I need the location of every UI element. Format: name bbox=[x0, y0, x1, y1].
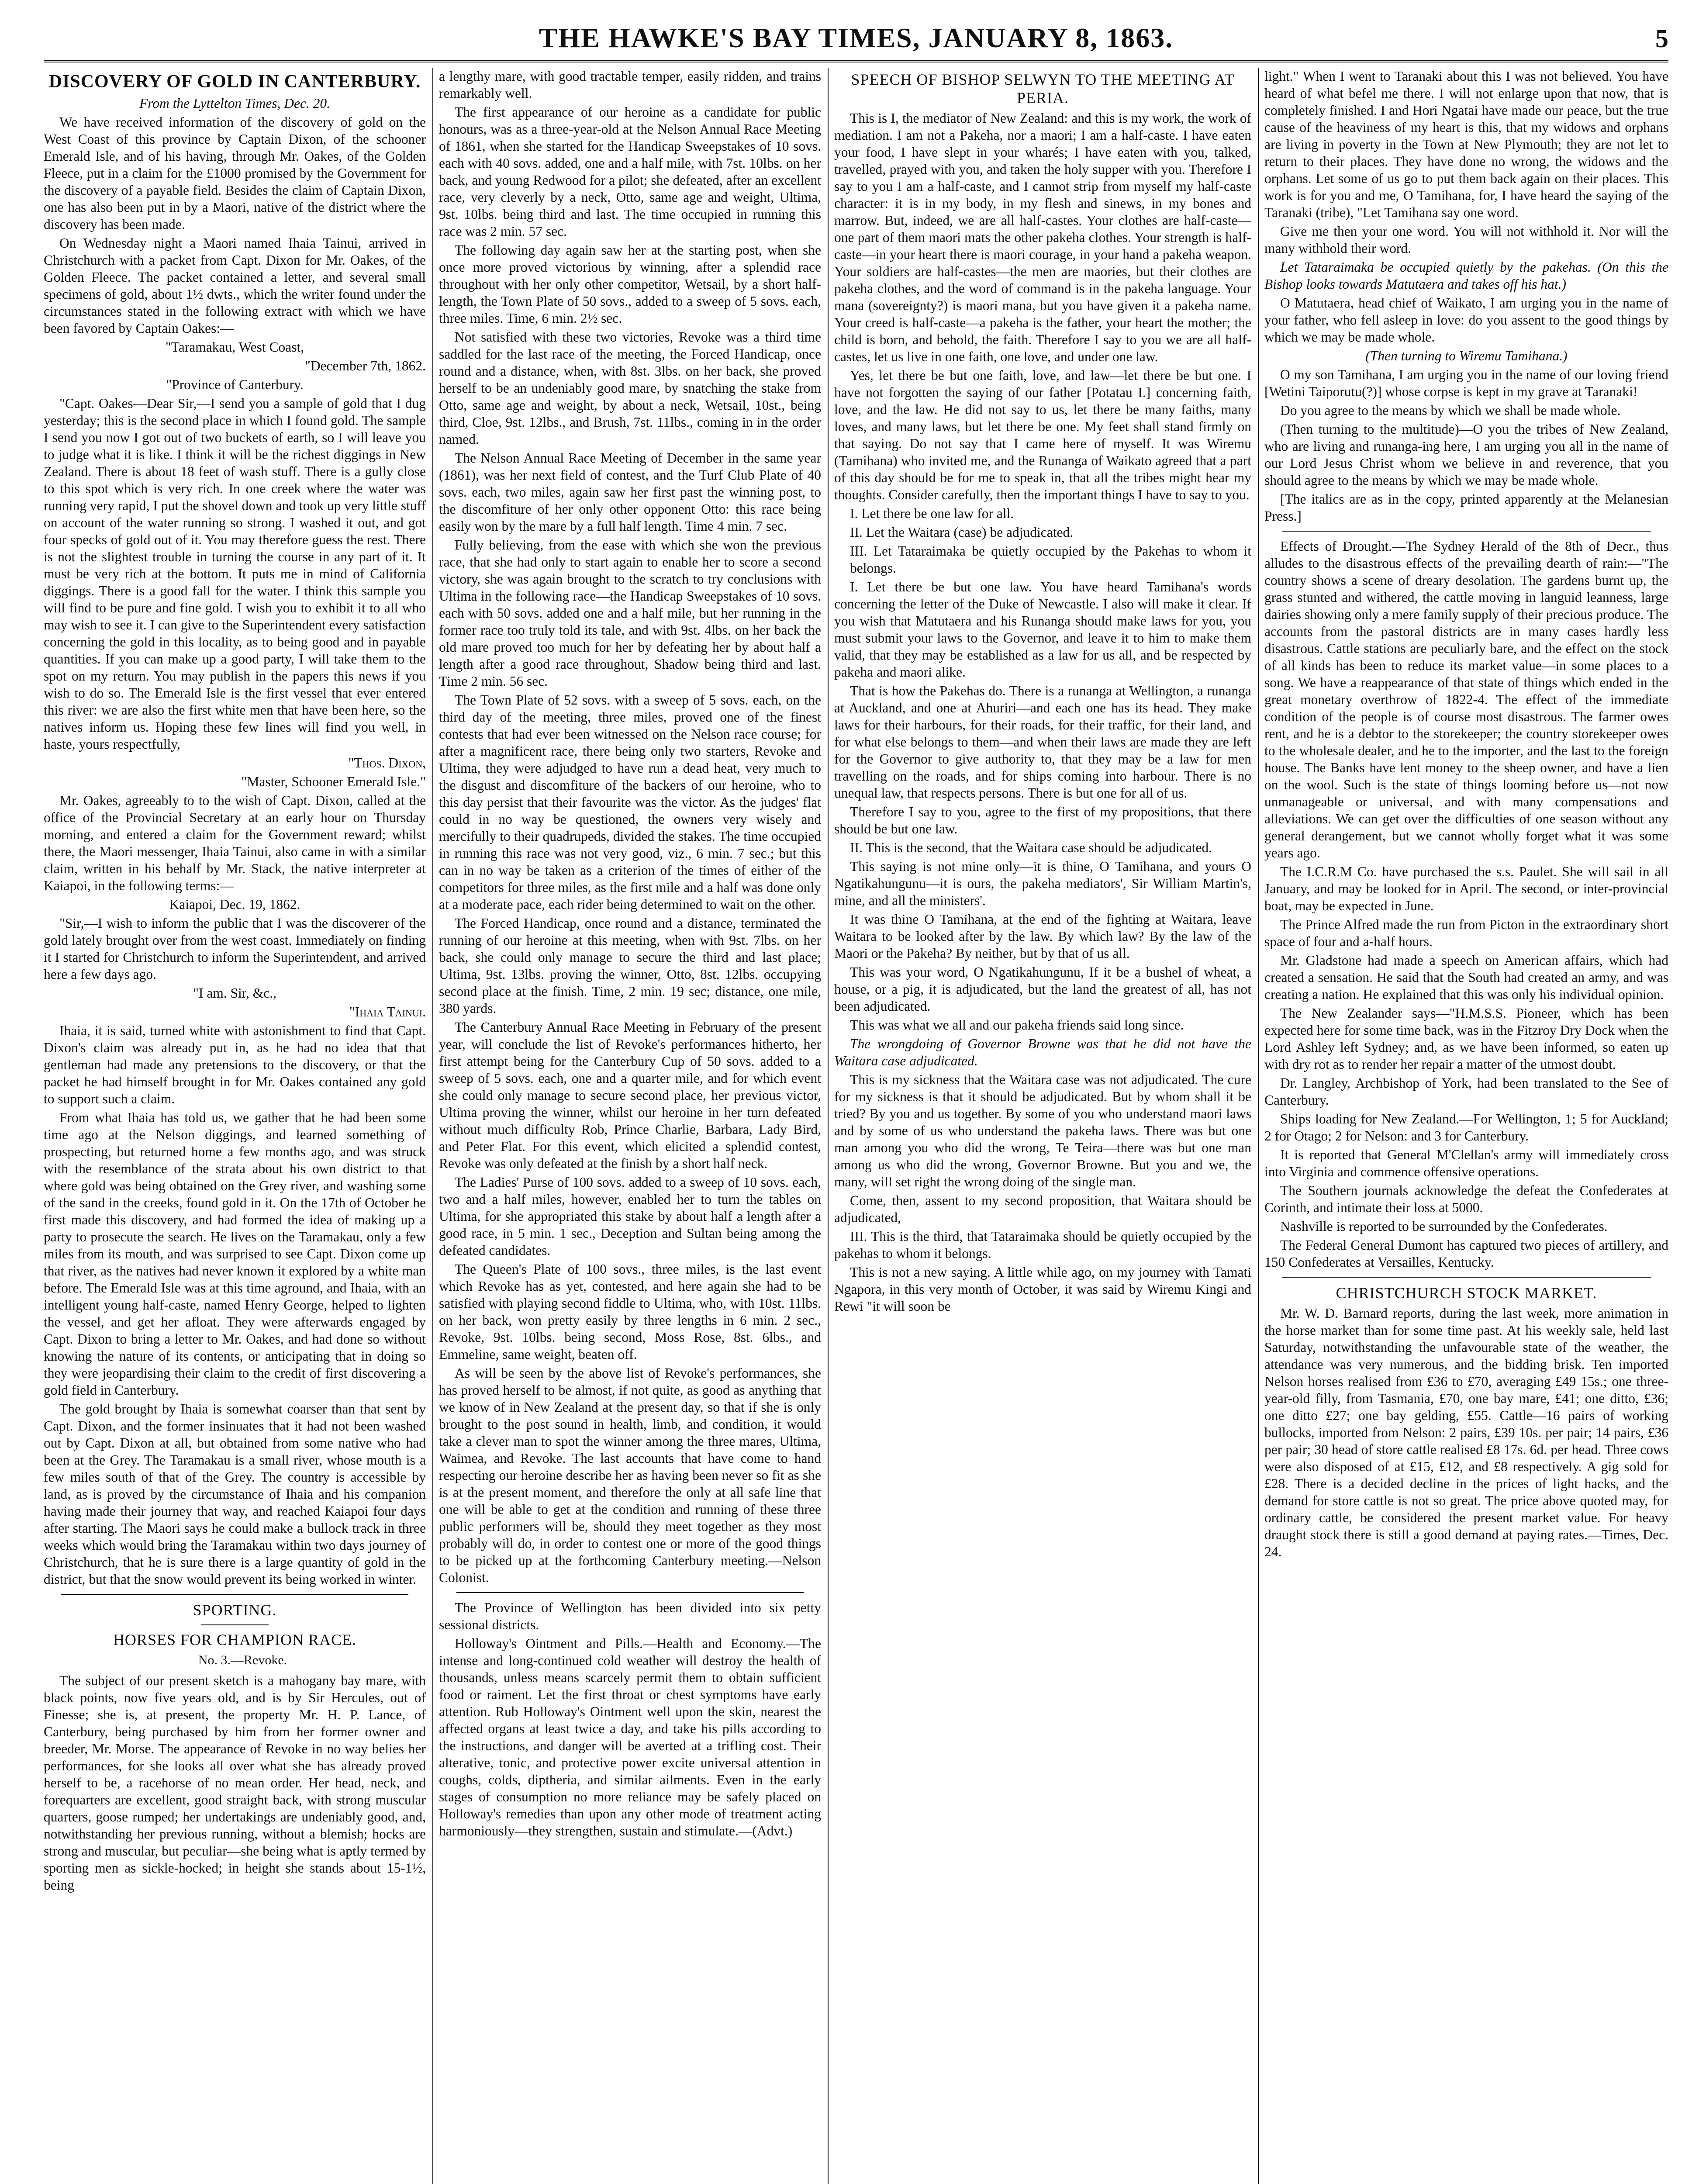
news-item: The Province of Wellington has been divided into six petty sessional districts. bbox=[439, 1600, 821, 1632]
paragraph: That is how the Pakehas do. There is a runanga at Wellington, a runanga at Auckland, and one at Ahuriri—and each one has its head. They make laws for their harbours, for their roads, for their traffic, for their land, and for what else belongs to them—and when their laws are made they are left for the Governor to give authority to, that they may be a law for men travelling on the roads, and for ships coming into harbour. There is no unequal law, that respects persons. There is but one for all of us. bbox=[834, 683, 1251, 801]
paragraph: This was what we all and our pakeha friends said long since. bbox=[850, 1017, 1184, 1033]
paragraph: The subject of our present sketch is a mahogany bay mare, with black points, now five years old, and is by Sir Hercules, out of Finesse; she is, at present, the property Mr. H. P. Lance, of Canterbury, being purchased by him from her former owner and breeder, Mr. Morse. The appearance of Revoke in no way belies her performances, for she looks all over what she has already proved herself to be, a racehorse of no mean order. Her head, neck, and forequarters are excellent, good straight back, with strong muscular quarters, goose rumped; her undertakings are undeniably good, and, notwithstanding her previous running, without a blemish; hocks are strong and muscular, but peculiar—she being what is aptly termed by sporting men as sickle-hocked; in height she stands about 15-1½, being bbox=[44, 1673, 426, 1893]
section-heading-sporting: SPORTING. bbox=[193, 1601, 277, 1619]
paragraph: Give me then your one word. You will not withhold it. Nor will the many withhold their word. bbox=[1264, 224, 1668, 256]
news-item: Nashville is reported to be surrounded by the Confederates. bbox=[1280, 1219, 1608, 1234]
paragraph: III. This is the third, that Tataraimaka should be quietly occupied by the pakehas to whom it belongs. bbox=[834, 1229, 1251, 1261]
news-item: The New Zealander says—"H.M.S.S. Pioneer, which has been expected here for some time back, was in the Fitzroy Dry Dock when the Lord Ashley left Sydney; and, as we have been informed, so eaten up with dry rot as to render her repair a matter of the utmost doubt. bbox=[1264, 1006, 1668, 1072]
section-divider bbox=[1282, 1277, 1651, 1278]
letter-signature-title: "Master, Schooner Emerald Isle." bbox=[241, 774, 426, 789]
paragraph: light." When I went to Taranaki about this I was not believed. You have heard of what befel me there. I will not enlarge upon that now, that is completely finished. I and Hori Ngatai have made our peace, but the true cause of the heaviness of my heart is this, that my widows and orphans are living in poverty in the Town at New Plymouth; they are not let to return to their places. They have done no wrong, the widows and the orphans. Let some of us go to put them back again on their places. This work is for you and me, O Tamihana, for, I have heard the saying of the Taranaki (tribe), "Let Tamihana say one word. bbox=[1264, 69, 1668, 220]
paragraph: As will be seen by the above list of Revoke's performances, she has proved herself to be almost, if not quite, as good as anything that we know of in New Zealand at the present day, so that if she is only brought to the post sound in health, limb, and condition, it would take a clever man to spot the winner among the three mares, Ultima, Waimea, and Revoke. The last accounts that have come to hand respecting our heroine describe her as having been never so fit as she is at the present moment, and therefore the only at all safe line that one will be able to get at the condition and running of these three public performers will be, should they meet together as they most probably will do, in order to contest one or more of the good things to be picked up at the forthcoming Canterbury meeting.—Nelson Colonist. bbox=[439, 1365, 821, 1585]
section-divider bbox=[61, 1594, 408, 1595]
column-rule bbox=[1258, 68, 1259, 2184]
news-item: Dr. Langley, Archbishop of York, had been translated to the See of Canterbury. bbox=[1264, 1075, 1668, 1108]
paragraph: Mr. W. D. Barnard reports, during the last week, more animation in the horse market than for some time past. At his weekly sale, held last Saturday, notwithstanding the unfavourable state of the weather, the attendance was very numerous, and the bidding brisk. Ten imported Nelson horses realised from £36 to £70, averaging £49 15s.; one three-year-old filly, from Tasmania, £70, one bay mare, £41; one ditto, £36; one ditto £27; one bay gelding, £55. Cattle—16 pairs of working bullocks, imported from Nelson: 2 pairs, £39 10s. per pair; 14 pairs, £36 per pair; 30 head of store cattle realised £8 17s. 6d. per head. Three cows were also disposed of at £15, £12, and £8 respectively. A gig sold for £28. There is a decided decline in the prices of light hacks, and the demand for store cattle is not so great. The price above quoted may, for ordinary cattle, be considered the present market value. For heavy draught stock there is still a good demand at paying rates.—Times, Dec. 24. bbox=[1264, 1306, 1668, 1559]
newspaper-title: THE HAWKE'S BAY TIMES, JANUARY 8, 1863. bbox=[539, 22, 1174, 53]
article-source: From the Lyttelton Times, Dec. 20. bbox=[139, 96, 331, 111]
news-item: The Federal General Dumont has captured two pieces of artillery, and 150 Confederates at Versailles, Kentucky. bbox=[1264, 1237, 1668, 1270]
paragraph: This saying is not mine only—it is thine, O Tamihana, and yours O Ngatikahungunu—it is ours, the pakeha mediators', Sir William Martin's, mine, and all the ministers'. bbox=[834, 859, 1251, 908]
paragraph: The gold brought by Ihaia is somewhat coarser than that sent by Capt. Dixon, and the former insinuates that it had not been washed out by Capt. Dixon at all, but obtained from some native who had been at the Grey. The Taramakau is a small river, whose mouth is a few miles south of that of the Grey. The country is accessible by land, as is proved by the circumstance of Ihaia and his companion having made their journey that way, and reached Kaiapoi four days after starting. The Maori says he could make a bullock track in three weeks which would bring the Taramakau within two days journey of Christchurch, that he is sure there is a large quantity of gold in the district, but that the snow would prevent its being worked in winter. bbox=[44, 1401, 426, 1587]
paragraph: Mr. Oakes, agreeably to to the wish of Capt. Dixon, called at the office of the Provincial Secretary at an early hour on Thursday morning, and entered a claim for the Government reward; whilst there, the Maori messenger, Ihaia Tainui, also came in with a similar claim, written in his behalf by Mr. Stack, the native interpreter at Kaiapoi, in the following terms:— bbox=[44, 793, 426, 893]
letter-province: "Province of Canterbury. bbox=[166, 377, 304, 392]
column-1 bbox=[44, 68, 426, 2184]
section-divider bbox=[201, 1624, 269, 1625]
paragraph: Ihaia, it is said, turned white with astonishment to find that Capt. Dixon's claim was already put in, as he had no idea that that gentleman had made any pretensions to the discovery, or that the packet he had himself brought in for Mr. Oakes contained any gold to support such a claim. bbox=[44, 1023, 426, 1106]
paragraph: The first appearance of our heroine as a candidate for public honours, was as a three-year-old at the Nelson Annual Race Meeting of 1861, when she started for the Handicap Sweepstakes of 10 sovs. each with 40 sovs. added, one and a half mile, with 7st. 10lbs. on her back, and young Redwood for a pilot; she defeated, after an excellent race, very cleverly by a neck, Otto, same age and weight, Ultima, 9st. 10lbs. being third and last. The time occupied in running this race was 2 min. 57 sec. bbox=[439, 104, 821, 239]
proposition: II. Let the Waitara (case) be adjudicated. bbox=[850, 525, 1074, 540]
page-number: 5 bbox=[1655, 24, 1668, 53]
advertisement: Holloway's Ointment and Pills.—Health and Economy.—The intense and long-continued cold weather will destroy the health of thousands, unless means scarcely permit them to obtain sufficient food or raiment. Let the first throat or chest symptoms have early attention. Rub Holloway's Ointment well upon the skin, nearest the affected organs at least twice a day, and take his pills according to the instructions, and danger will be averted at a trifling cost. Their alterative, tonic, and protective power excite universal attention in coughs, colds, diptheria, and similar ailments. Even in the early stages of consumption no more reliance may be safely placed on Holloway's remedies than upon any other mode of treatment acting harmoniously—they strengthen, sustain and stimulate.—(Advt.) bbox=[439, 1636, 821, 1838]
news-item: It is reported that General M'Clellan's army will immediately cross into Virginia and commence offensive operations. bbox=[1264, 1147, 1668, 1179]
news-item: The Prince Alfred made the run from Picton in the extraordinary short space of four and a-half hours. bbox=[1264, 917, 1668, 949]
letter-date: Kaiapoi, Dec. 19, 1862. bbox=[169, 897, 300, 912]
news-item: Effects of Drought.—The Sydney Herald of the 8th of Decr., thus alludes to the disastrous effects of the prevailing dearth of rain:—"The country shows a scene of dreary desolation. The gardens burnt up, the grass stunted and withered, the cattle moving in languid leanness, large dairies showing only a mere family supply of their precious produce. The accounts from the pastoral districts are in many cases hardly less disastrous. Cattle stations are peculiarly bare, and the effect on the stock of all kinds has been to reduce its market value—in some places to a song. We have a reappearance of that state of things which ended in the great monetary overthrow of 1822-4. The effect of the immediate condition of the people is of course most disastrous. The farmer owes rent, and he is a debtor to the storekeeper; the country storekeeper owes to the wholesale dealer, and he to the importer, and the last to the foreign house. The Banks have lent money to the sheep owner, and have a lien on the wool. Such is the state of things looming before us—not now unmanageable or universal, and with many compensations and alleviations. We can get over the difficulties of one season without any general derangement, but we cannot wholly forget what it was some years ago. bbox=[1264, 539, 1668, 860]
paragraph: The Forced Handicap, once round and a distance, terminated the running of our heroine at this meeting, when with 9st. 7lbs. on her back, she could only manage to secure the third and last place; Ultima, 9st. 13lbs. proving the winner, Otto, 8st. 12lbs. occupying second place at the finish. Time, 2 min. 19 sec; distance, one mile, 380 yards. bbox=[439, 916, 821, 1016]
paragraph: On Wednesday night a Maori named Ihaia Tainui, arrived in Christchurch with a packet from Capt. Dixon for Mr. Oakes, of the Golden Fleece. The packet contained a letter, and several small specimens of gold, about 1½ dwts., which the writer found under the circumstances stated in the following extract with which we have been favored by Captain Oakes:— bbox=[44, 235, 426, 336]
letter-signature: "Ihaia Tainui. bbox=[349, 1004, 426, 1019]
letter-closing: "I am. Sir, &c., bbox=[193, 985, 276, 1001]
letter-signature: "Thos. Dixon, bbox=[348, 755, 426, 771]
paragraph: O Matutaera, head chief of Waikato, I am urging you in the name of your father, who fell asleep in love: do you assent to the good things by which we may be made whole. bbox=[1264, 295, 1668, 345]
paragraph: The Canterbury Annual Race Meeting in February of the present year, will conclude the list of Revoke's performances hitherto, her first attempt being for the Canterbury Cup of 50 sovs. added to a sweep of 5 sovs. each, one and a quarter mile, and for which event she could only manage to secure second place, her previous victor, Ultima proving the winner, whilst our heroine in her turn defeated without much difficulty Rob, Prince Charlie, Barbara, Lady Bird, and Peter Flat. For this event, which elicited a splendid contest, Revoke was only defeated at the finish by a short half neck. bbox=[439, 1019, 821, 1171]
news-item: The I.C.R.M Co. have purchased the s.s. Paulet. She will sail in all January, and may be looked for in April. The second, or inter-provincial boat, may be expected in June. bbox=[1264, 864, 1668, 913]
paragraph: The Queen's Plate of 100 sovs., three miles, is the last event which Revoke has as yet, contested, and here again she had to be satisfied with playing second fiddle to Ultima, who, with 10st. 11lbs. on her back, won pretty easily by three lengths in 6 min. 2 sec., Revoke, 9st. 10lbs. being second, Moss Rose, 8st. 6lbs., and Emmeline, same weight, beaten off. bbox=[439, 1261, 821, 1362]
paragraph: We have received information of the discovery of gold on the West Coast of this province by Captain Dixon, of the schooner Emerald Isle, and of his having, through Mr. Oakes, of the Golden Fleece, put in a claim for the £1000 promised by the Government for the discovery of a payable field. Besides the claim of Captain Dixon, one has also been put in by a Maori, native of the district where the discovery has been made. bbox=[44, 114, 426, 232]
article-subheading: No. 3.—Revoke. bbox=[198, 1653, 287, 1667]
letter-body: "Sir,—I wish to inform the public that I was the discoverer of the gold lately brought over from the west coast. Immediately on finding it I started for Christchurch to inform the Superintendent, and arrived here a few days ago. bbox=[44, 916, 426, 982]
column-rule bbox=[828, 68, 829, 2184]
news-item: Mr. Gladstone had made a speech on American affairs, which had created a sensation. He said that the South had created an army, and was creating a nation. He explained that this was only his individual opinion. bbox=[1264, 953, 1668, 1002]
masthead bbox=[44, 17, 1668, 61]
article-heading-horses: HORSES FOR CHAMPION RACE. bbox=[113, 1631, 357, 1648]
proposition: I. Let there be one law for all. bbox=[850, 506, 1014, 521]
paragraph: The following day again saw her at the starting post, when she once more proved victorious by winning, after a splendid race throughout with her only other competitor, Wetsail, by a short half-length, the Town Plate of 50 sovs., added to a sweep of 5 sovs. each, three miles. Time, 6 min. 2½ sec. bbox=[439, 242, 821, 326]
news-item: The Southern journals acknowledge the defeat the Confederates at Corinth, and intimate their loss at 5000. bbox=[1264, 1183, 1668, 1215]
section-divider bbox=[456, 1592, 804, 1593]
paragraph: This is I, the mediator of New Zealand: and this is my work, the work of mediation. I am not a Pakeha, nor a maori; I am a half-caste. I have eaten your food, I have slept in your wharés; I have eaten with you, talked, travelled, prayed with you, and taken the holy supper with you. Therefore I say to you I am a half-caste, and I cannot strip from myself my half-caste character: it is in my body, in my flesh and sinews, in my bones and marrow. But, indeed, we are all half-castes. Your clothes are half-caste—one part of them maori mats the other pakeha clothes. Your strength is half-caste—in your heart there is maori courage, in your hand a pakeha weapon. Your soldiers are half-castes—the men are maories, but their clothes are pakeha clothes, and the word of command is in the pakeha language. Your mana (sovereignty?) is maori mana, but you have given it a pakeha name. Your creed is half-caste—a pakeha is the father, your heart the mother; the child is born, and behold, the faith. Therefore I say to you we are all half-castes, let us live in one faith, one love, and under one law. bbox=[834, 111, 1251, 364]
masthead-rule bbox=[44, 60, 1668, 62]
article-heading-gold: DISCOVERY OF GOLD IN CANTERBURY. bbox=[48, 72, 421, 92]
paragraph: II. This is the second, that the Waitara case should be adjudicated. bbox=[850, 840, 1212, 855]
paragraph: Come, then, assent to my second proposition, that Waitara should be adjudicated, bbox=[834, 1193, 1251, 1225]
paragraph: Not satisfied with these two victories, Revoke was a third time saddled for the last race of the meeting, the Forced Handicap, once round and a distance, when, with 8st. 3lbs. on her back, she proved herself to be an undeniably good mare, by snatching the stake from Otto, same age and weight, by about a neck, Wetsail, 10st., being third, Cloe, 9st. 12lbs., and Brush, 7st. 11lbs., coming in in the order named. bbox=[439, 329, 821, 447]
paragraph: This is my sickness that the Waitara case was not adjudicated. The cure for my sickness is that it should be adjudicated. But by whom shall it be tried? By you and us together. By some of you who understand maori laws and by some of us who understand the pakeha laws. There was but one man among you who did the wrong, Te Teira—there was but one man among us who did the wrong, Governor Browne. But you and we, the many, will set right the wrong doing of the single man. bbox=[834, 1072, 1251, 1189]
paragraph: The wrongdoing of Governor Browne was that he did not have the Waitara case adjudicated. bbox=[834, 1036, 1251, 1068]
letter-body: "Capt. Oakes—Dear Sir,—I send you a sample of gold that I dug yesterday; this is the second place in which I found gold. The sample I send you now I got out of two buckets of earth, so I will leave you to judge what it is like. I think it will be the richest diggings in New Zealand. There is about 18 feet of wash stuff. There is a gully close to this spot which is very rich. In one creek where the water was running very rapid, I put the shovel down and took up very little stuff on account of the water running so strong. I washed it out, and got four specks of gold out of it. You may therefore guess the rest. There is not the slightest trouble in turning the course in any part of it. It must be very rich at the bottom. It puts me in mind of California diggings. There is a good fall for the water. I think this sample you will find to be pure and fine gold. I wish you to exhibit it to all who may wish to see it. I can give to the Superintendent every satisfaction concerning the gold in this locality, as to being good and in payable quantities. If you can make up a good party, I will take them to the spot on my return. You may publish in the papers this news if you wish to do so. The Emerald Isle is the first vessel that ever entered this river: we are also the first white men that have been here, so the natives inform us. Hoping these few lines will find you well, in haste, yours respectfully, bbox=[44, 396, 426, 752]
letter-date: "December 7th, 1862. bbox=[304, 358, 426, 373]
paragraph: Let Tataraimaka be occupied quietly by the pakehas. (On this the Bishop looks towards Matutaera and takes off his hat.) bbox=[1264, 259, 1668, 292]
paragraph: a lengthy mare, with good tractable temper, easily ridden, and trains remarkably well. bbox=[439, 69, 821, 101]
stage-direction: (Then turning to Wiremu Tamihana.) bbox=[1365, 348, 1568, 363]
article-heading-speech: SPEECH OF BISHOP SELWYN TO THE MEETING AT PERIA. bbox=[851, 71, 1235, 107]
paragraph: The Ladies' Purse of 100 sovs. added to a sweep of 10 sovs. each, two and a half miles, however, enabled her to turn the tables on Ultima, for she appropriated this stake by about half a length after a good race, in 5 min. 1 sec., Deception and Sultan being among the defeated candidates. bbox=[439, 1175, 821, 1258]
paragraph: This is not a new saying. A little while ago, on my journey with Tamati Ngapora, in this very month of October, it was said by Wiremu Kingi and Rewi "it will soon be bbox=[834, 1265, 1251, 1314]
paragraph: From what Ihaia has told us, we gather that he had been some time ago at the Nelson diggings, and learned something of prospecting, but returned home a few months ago, and was struck with the resemblance of the strata about his own district to that where gold was being obtained on the Grey river, and washing some of the sand in the creeks, found gold in it. On the 17th of October he first made this discovery, and had formed the idea of making up a party to prosecute the search. He lives on the Taramakau, only a few miles from its mouth, and was surprised to see Capt. Dixon come up that river, as the natives had never known it explored by a white man before. The Emerald Isle was at this time aground, and Ihaia, with an intelligent young half-caste, named Henry George, helped to lighten the vessel, and get her afloat. They were afterwards engaged by Capt. Dixon to bring a letter to Mr. Oakes, and had done so without knowing the nature of its contents, or anticipating that in doing so they were jeopardising their claim to the credit of first discovering a gold field in Canterbury. bbox=[44, 1110, 426, 1398]
news-item: Ships loading for New Zealand.—For Wellington, 1; 5 for Auckland; 2 for Otago; 2 for Nelson: and 3 for Canterbury. bbox=[1264, 1111, 1668, 1144]
article-heading-stock-market: CHRISTCHURCH STOCK MARKET. bbox=[1336, 1284, 1597, 1302]
proposition: III. Let Tataraimaka be quietly occupied by the Pakehas to whom it belongs. bbox=[850, 543, 1251, 576]
paragraph: The Nelson Annual Race Meeting of December in the same year (1861), was her next field of contest, and the Turf Club Plate of 40 sovs. each, two miles, again saw her first past the winning post, to the discomfiture of her only other opponent Otto: this race being easily won by the mare by a full half length. Time 4 min. 7 sec. bbox=[439, 450, 821, 534]
paragraph: This was your word, O Ngatikahungunu, If it be a bushel of wheat, a house, or a pig, it is adjudicated, but the land the greatest of all, has not been adjudicated. bbox=[834, 964, 1251, 1014]
paragraph: O my son Tamihana, I am urging you in the name of our loving friend [Wetini Taiporutu(?)] whose corpse is kept in my grave at Taranaki! bbox=[1264, 367, 1668, 399]
paragraph: Yes, let there be but one faith, love, and law—let there be but one. I have not forgotten the saying of our father [Potatau I.] concerning faith, love, and the law. He did not say to us, let there be many faiths, many loves, and many laws, but let there be one. My feet shall stand firmly on that saying. Do not say that I came here of myself. It was Wiremu (Tamihana) who invited me, and the Runanga of Waikato agreed that a part of this day should be for me to speak in, that all the tribes might hear my thoughts. Consider carefully, then the important things I have to say to you. bbox=[834, 368, 1251, 502]
column-rule bbox=[432, 68, 433, 2184]
paragraph: It was thine O Tamihana, at the end of the fighting at Waitara, leave Waitara to be looked after by the law. By which law? By the law of the Maori or the Pakeha? By neither, but by that of us all. bbox=[834, 912, 1251, 961]
editor-note: [The italics are as in the copy, printed apparently at the Melanesian Press.] bbox=[1264, 491, 1668, 524]
paragraph: Therefore I say to you, agree to the first of my propositions, that there should be but one law. bbox=[834, 804, 1251, 836]
paragraph: (Then turning to the multitude)—O you the tribes of New Zealand, who are living and runanga-ing here, I am urging you all in the name of our Lord Jesus Christ whom we believe in and reverence, that you should agree to the means by which we may be made whole. bbox=[1264, 422, 1668, 488]
column-2 bbox=[439, 68, 821, 2184]
paragraph: Fully believing, from the ease with which she won the previous race, that she had only to start again to enable her to score a second victory, she was again brought to the scratch to try conclusions with Ultima in the following race—the Handicap Sweepstakes of 10 sovs. each with 50 sovs. added one and a half mile, but her running in the former race too truly told its tale, and with 9st. 4lbs. on her back the old mare proved too much for her by defeating her by about half a length after a good race throughout, Shadow being third and last. Time 2 min. 56 sec. bbox=[439, 537, 821, 689]
paragraph: Do you agree to the means by which we shall be made whole. bbox=[1280, 403, 1621, 418]
letter-address: "Taramakau, West Coast, bbox=[165, 339, 304, 355]
paragraph: The Town Plate of 52 sovs. with a sweep of 5 sovs. each, on the third day of the meeting, three miles, proved one of the finest contests that had ever been witnessed on the Nelson race course; for after a magnificent race, there being only two starters, Revoke and Ultima, they were adjudged to have run a dead heat, very much to the disgust and discomfiture of the backers of our heroine, who to this day persist that their favourite was the victor. As the judges' flat could in no way be questioned, the owners very wisely and mercifully to their quadrupeds, divided the stakes. The time occupied in running this race was not very good, viz., 6 min. 7 sec.; but this can in no way be taken as a criterion of the times of either of the competitors for three miles, as the first mile and a half was done only at a moderate pace, each rider being determined to wait on the other. bbox=[439, 692, 821, 912]
column-4 bbox=[1264, 68, 1668, 2184]
column-3 bbox=[834, 68, 1251, 2184]
section-divider bbox=[1282, 531, 1651, 532]
paragraph: I. Let there be but one law. You have heard Tamihana's words concerning the letter of the Duke of Newcastle. I also will make it clear. If you wish that Matutaera and his Runanga should make laws for you, you must submit your laws to the Governor, and leave it to him to make them valid, that they may be established as a law for us all, and be respected by pakeha and maori alike. bbox=[834, 579, 1251, 680]
